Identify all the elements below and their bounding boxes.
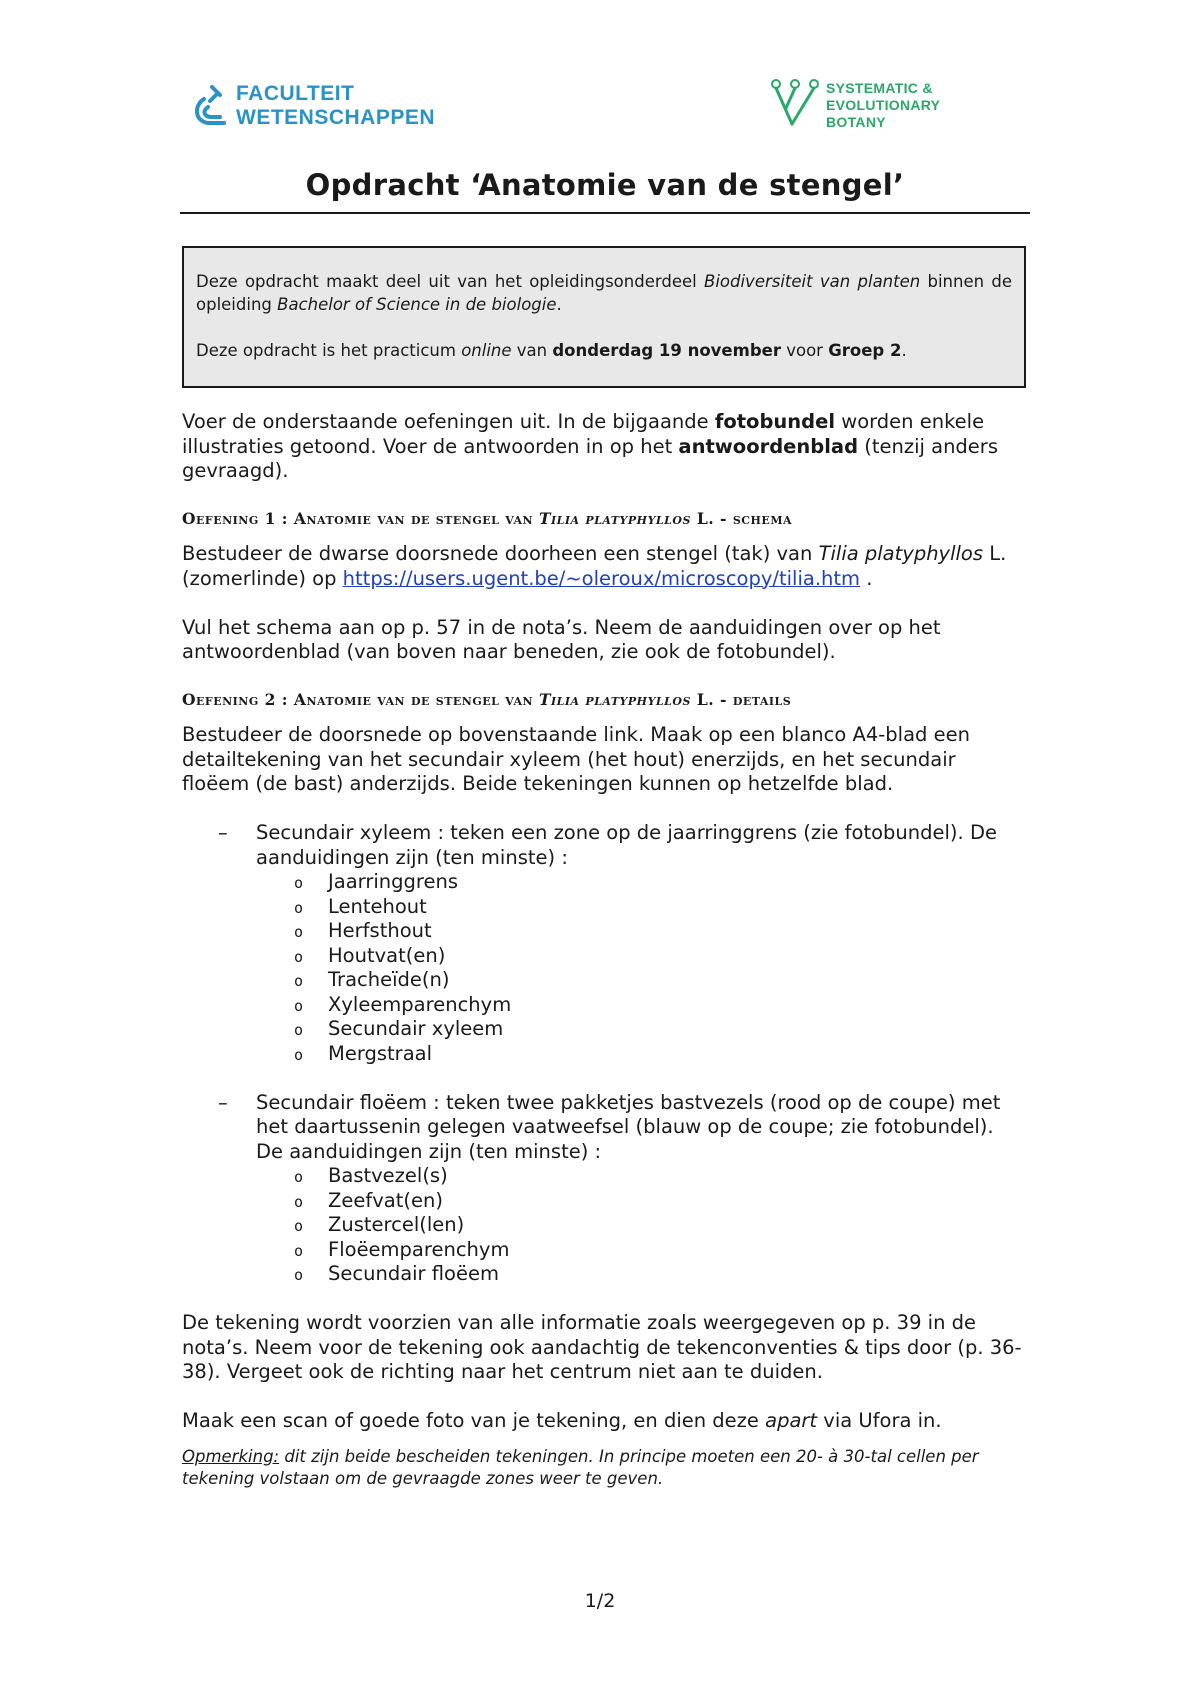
botany-logo [770, 78, 940, 131]
remark-note: Opmerking: dit zijn beide bescheiden tekeningen. In principe moeten een 20- à 30-tal cellen per tekening volstaan om de gevraagde zones weer te geven. [182, 1446, 979, 1488]
page-title: Opdracht ‘Anatomie van de stengel’ [305, 168, 905, 202]
faculty-logo-line1: FACULTEIT [236, 82, 355, 105]
phloem-item: o Zeefvat(en) [256, 1189, 1022, 1214]
faculty-logo-icon [190, 83, 230, 129]
xylem-item: o Jaarringgrens [256, 870, 1022, 895]
page-number: 1/2 [584, 1590, 616, 1612]
botany-tree-icon [770, 78, 820, 130]
exercise-2-paragraph-2: De tekening wordt voorzien van alle informatie zoals weergegeven op p. 39 in de nota’s. Neem voor de tekening ook aandachtig de tekenconventies & tips door (p. 36-38). Vergeet ook de richting naar het centrum niet aan te duiden. [182, 1311, 1022, 1383]
info-box [182, 246, 1026, 388]
faculty-logo [190, 82, 435, 130]
exercise-2-heading: Oefening 2 : Anatomie van de stengel van Tilia platyphyllos L. - details [182, 690, 792, 709]
phloem-item: o Zustercel(len) [256, 1213, 1022, 1238]
xylem-item: o Houtvat(en) [256, 944, 1022, 969]
exercise-1-paragraph-1: Bestudeer de dwarse doorsnede doorheen een stengel (tak) van Tilia platyphyllos L. (zomerlinde) op https://users.ugent.be/~oleroux/microscopy/tilia.htm . [182, 542, 1007, 590]
xylem-intro: Secundair xyleem : teken een zone op de jaarringgrens (zie fotobundel). De aanduidingen zijn (ten minste) : [256, 821, 997, 869]
intro-paragraph: Voer de onderstaande oefeningen uit. In de bijgaande fotobundel worden enkele illustraties getoond. Voer de antwoorden in op het antwoordenblad (tenzij anders gevraagd). [182, 410, 998, 482]
info-paragraph-1: Deze opdracht maakt deel uit van het opleidingsonderdeel Biodiversiteit van planten binnen de opleiding Bachelor of Science in de biologie. [196, 272, 1012, 314]
tilia-microscopy-link[interactable]: https://users.ugent.be/~oleroux/microscopy/tilia.htm [342, 566, 861, 590]
exercise-2-paragraph-3: Maak een scan of goede foto van je tekening, en dien deze apart via Ufora in. [182, 1409, 942, 1432]
botany-logo-line2: EVOLUTIONARY [826, 97, 941, 113]
xylem-item: o Mergstraal [256, 1042, 1022, 1067]
xylem-item: o Tracheïde(n) [256, 968, 1022, 993]
phloem-item: o Bastvezel(s) [256, 1164, 1022, 1189]
exercise-1-paragraph-2: Vul het schema aan op p. 57 in de nota’s. Neem de aanduidingen over op het antwoordenblad (van boven naar beneden, zie ook de fotobundel). [182, 615, 941, 663]
list-item-xylem [182, 821, 1022, 1066]
exercise-2-paragraph-1: Bestudeer de doorsnede op bovenstaande link. Maak op een blanco A4-blad een detailtekening van het secundair xyleem (het hout) enerzijds, en het secundair floëem (de bast) anderzijds. Beide tekeningen kunnen op hetzelfde blad. [182, 723, 970, 795]
xylem-item: o Lentehout [256, 895, 1022, 920]
main-content [182, 410, 1022, 1490]
phloem-item: o Secundair floëem [256, 1262, 1022, 1287]
drawing-requirements-list [182, 821, 1022, 1287]
botany-logo-line1: SYSTEMATIC & [826, 80, 933, 96]
title-divider [180, 212, 1030, 214]
phloem-item: o Floëemparenchym [256, 1238, 1022, 1263]
xylem-item: o Herfsthout [256, 919, 1022, 944]
xylem-item: o Secundair xyleem [256, 1017, 1022, 1042]
list-item-phloem [182, 1091, 1022, 1287]
phloem-label-list [256, 1164, 1022, 1287]
xylem-label-list [256, 870, 1022, 1066]
xylem-item: o Xyleemparenchym [256, 993, 1022, 1018]
botany-logo-line3: BOTANY [826, 114, 886, 130]
phloem-intro: Secundair floëem : teken twee pakketjes bastvezels (rood op de coupe) met het daartussenin gelegen vaatweefsel (blauw op de coupe; zie fotobundel). De aanduidingen zijn (ten minste) : [256, 1090, 1001, 1163]
exercise-1-heading: Oefening 1 : Anatomie van de stengel van Tilia platyphyllos L. - schema [182, 509, 793, 528]
info-paragraph-2: Deze opdracht is het practicum online van donderdag 19 november voor Groep 2. [196, 341, 907, 360]
faculty-logo-line2: WETENSCHAPPEN [236, 106, 436, 129]
